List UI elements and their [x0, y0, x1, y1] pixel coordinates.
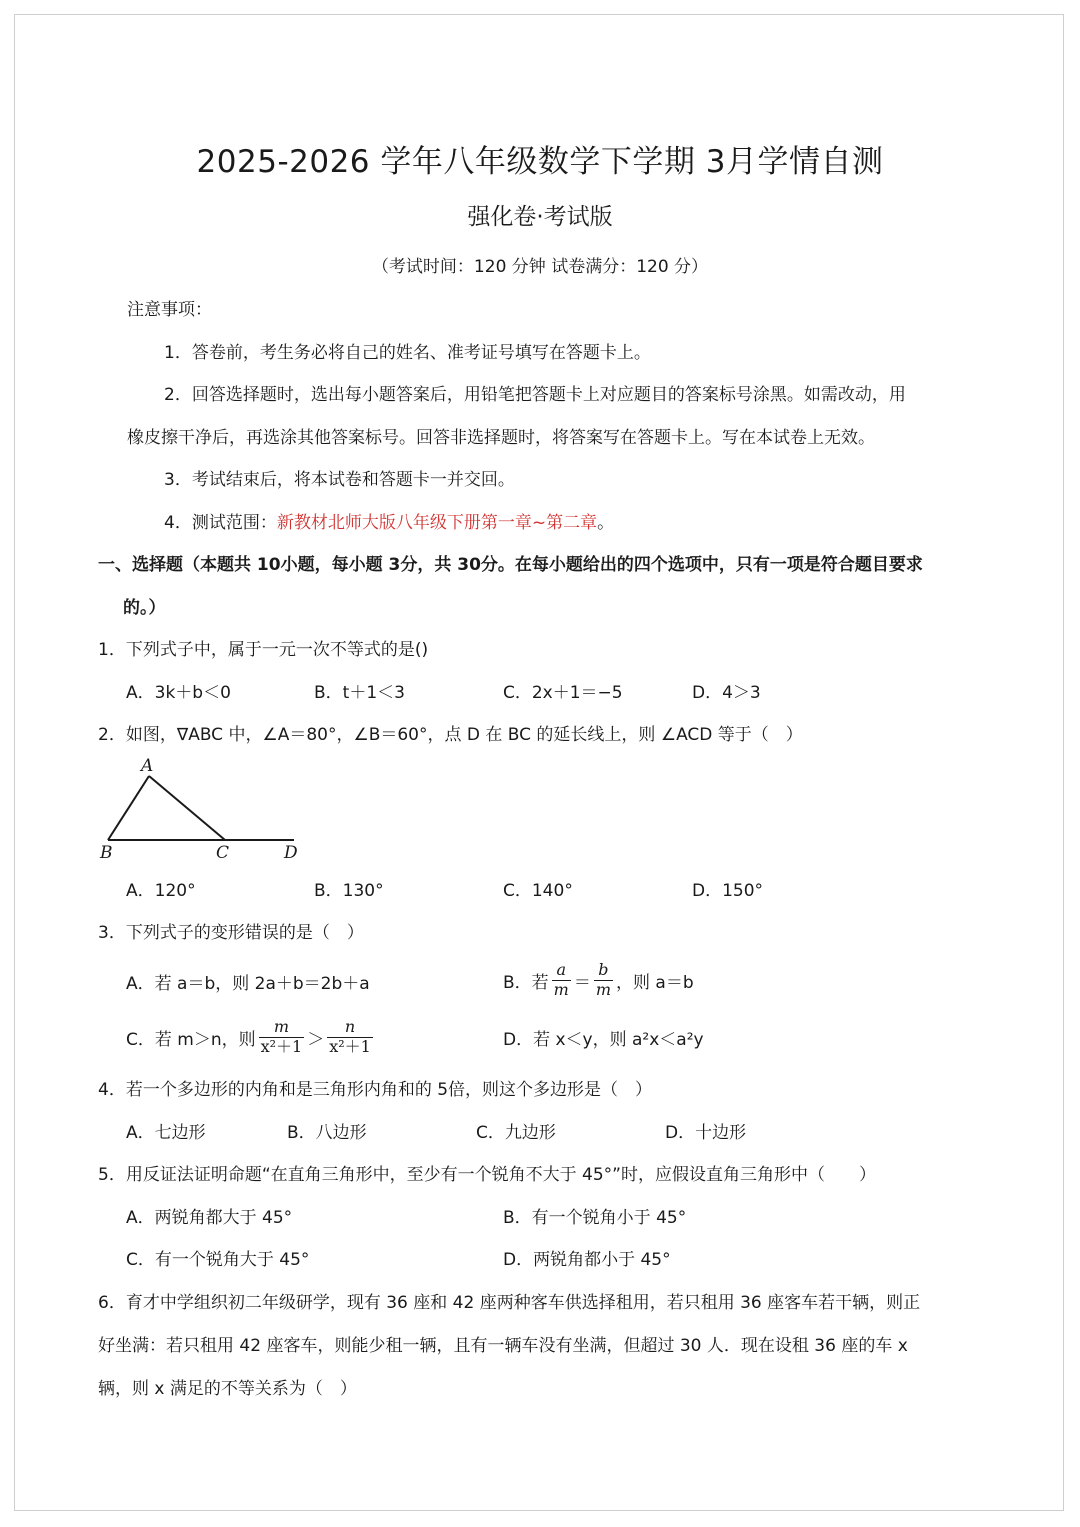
- notes-item-2-line-1: 2．回答选择题时，选出每小题答案后，用铅笔把答题卡上对应题目的答案标号涂黑。如需改动，用: [164, 385, 906, 405]
- q4-option-a: A．七边形: [126, 1123, 206, 1143]
- q1-option-b: B．t＋1＜3: [314, 683, 405, 703]
- side-ac: [149, 776, 225, 840]
- q3-option-d: D．若 x＜y，则 a²x＜a²y: [503, 1030, 704, 1050]
- q6-stem-line-3: 辆，则 x 满足的不等关系为（ ）: [98, 1379, 357, 1399]
- q3-b-fraction-2: $\frac{b}{m}$: [595, 960, 612, 999]
- notes-item-4-prefix: 4．测试范围：: [164, 513, 277, 533]
- q3-b-eq: ＝: [573, 972, 591, 993]
- q5-option-d: D．两锐角都小于 45°: [503, 1250, 671, 1270]
- label-b: B: [100, 843, 113, 863]
- q3-b-fraction-1: $\frac{a}{m}$: [553, 960, 569, 999]
- q5-stem: 5．用反证法证明命题“在直角三角形中，至少有一个锐角不大于 45°”时，应假设直角三角形中（ ）: [98, 1165, 876, 1185]
- section-heading-line-1: 一、选择题（本题共 10小题，每小题 3分，共 30分。在每小题给出的四个选项中，只有一项是符合题目要求: [98, 555, 923, 575]
- q4-option-c: C．九边形: [476, 1123, 556, 1143]
- q4-option-d: D．十边形: [665, 1123, 747, 1143]
- notes-item-4-suffix: 。: [597, 513, 615, 533]
- q1-option-d: D．4＞3: [692, 683, 761, 703]
- q3-option-b: [503, 955, 694, 1005]
- page-subtitle: 强化卷·考试版: [467, 204, 613, 230]
- notes-item-1: 1．答卷前，考生务必将自己的姓名、准考证号填写在答题卡上。: [164, 343, 651, 363]
- q5-option-b: B．有一个锐角小于 45°: [503, 1208, 687, 1228]
- q1-stem: 1．下列式子中，属于一元一次不等式的是(): [98, 640, 429, 660]
- q3-c-prefix: C．若 m＞n，则: [126, 1029, 256, 1050]
- q2-stem: 2．如图，∇ABC 中，∠A＝80°，∠B＝60°，点 D 在 BC 的延长线上，则 ∠ACD 等于（ ）: [98, 725, 803, 745]
- q2-option-c: C．140°: [503, 881, 573, 901]
- q3-c-gt: ＞: [307, 1029, 325, 1050]
- q2-triangle-figure: [96, 752, 316, 867]
- q4-stem: 4．若一个多边形的内角和是三角形内角和的 5倍，则这个多边形是（ ）: [98, 1080, 653, 1100]
- exam-info: （考试时间：120 分钟 试卷满分：120 分）: [371, 257, 709, 277]
- side-ab: [108, 776, 149, 840]
- label-d: D: [284, 843, 298, 863]
- q3-b-prefix: B．若: [503, 972, 549, 993]
- test-scope: 新教材北师大版八年级下册第一章~第二章: [276, 513, 598, 533]
- notes-item-2-line-2: 橡皮擦干净后，再选涂其他答案标号。回答非选择题时，将答案写在答题卡上。写在本试卷上无效。: [127, 428, 875, 448]
- q2-option-d: D．150°: [692, 881, 764, 901]
- label-a: A: [141, 756, 154, 776]
- q3-option-c: [126, 1012, 376, 1062]
- section-heading-line-2: 的。）: [123, 598, 166, 618]
- q3-c-fraction-1: $\frac{m}{\text{x²＋1}}$: [260, 1017, 303, 1056]
- q2-option-b: B．130°: [314, 881, 384, 901]
- notes-item-3: 3．考试结束后，将本试卷和答题卡一并交回。: [164, 470, 515, 490]
- q1-option-a: A．3k＋b＜0: [126, 683, 231, 703]
- notes-label: 注意事项：: [127, 300, 212, 320]
- page-title: 2025-2026 学年八年级数学下学期 3月学情自测: [196, 144, 884, 180]
- q1-option-c: C．2x＋1＝−5: [503, 683, 623, 703]
- q3-c-fraction-2: $\frac{n}{\text{x²＋1}}$: [329, 1017, 371, 1056]
- q6-stem-line-2: 好坐满：若只租用 42 座客车，则能少租一辆，且有一辆车没有坐满，但超过 30 人．现在设租 36 座的车 x: [98, 1336, 908, 1356]
- label-c: C: [216, 843, 230, 863]
- notes-item-4: [164, 508, 614, 533]
- q3-stem: 3．下列式子的变形错误的是（ ）: [98, 923, 364, 943]
- q3-option-a: A．若 a＝b，则 2a＋b＝2b＋a: [126, 974, 370, 994]
- q3-b-suffix: ，则 a＝b: [616, 972, 694, 993]
- q6-stem-line-1: 6．育才中学组织初二年级研学，现有 36 座和 42 座两种客车供选择租用，若只租用 36 座客车若干辆，则正: [98, 1293, 921, 1313]
- q4-option-b: B．八边形: [287, 1123, 367, 1143]
- q2-option-a: A．120°: [126, 881, 196, 901]
- q5-option-a: A．两锐角都大于 45°: [126, 1208, 293, 1228]
- q5-option-c: C．有一个锐角大于 45°: [126, 1250, 310, 1270]
